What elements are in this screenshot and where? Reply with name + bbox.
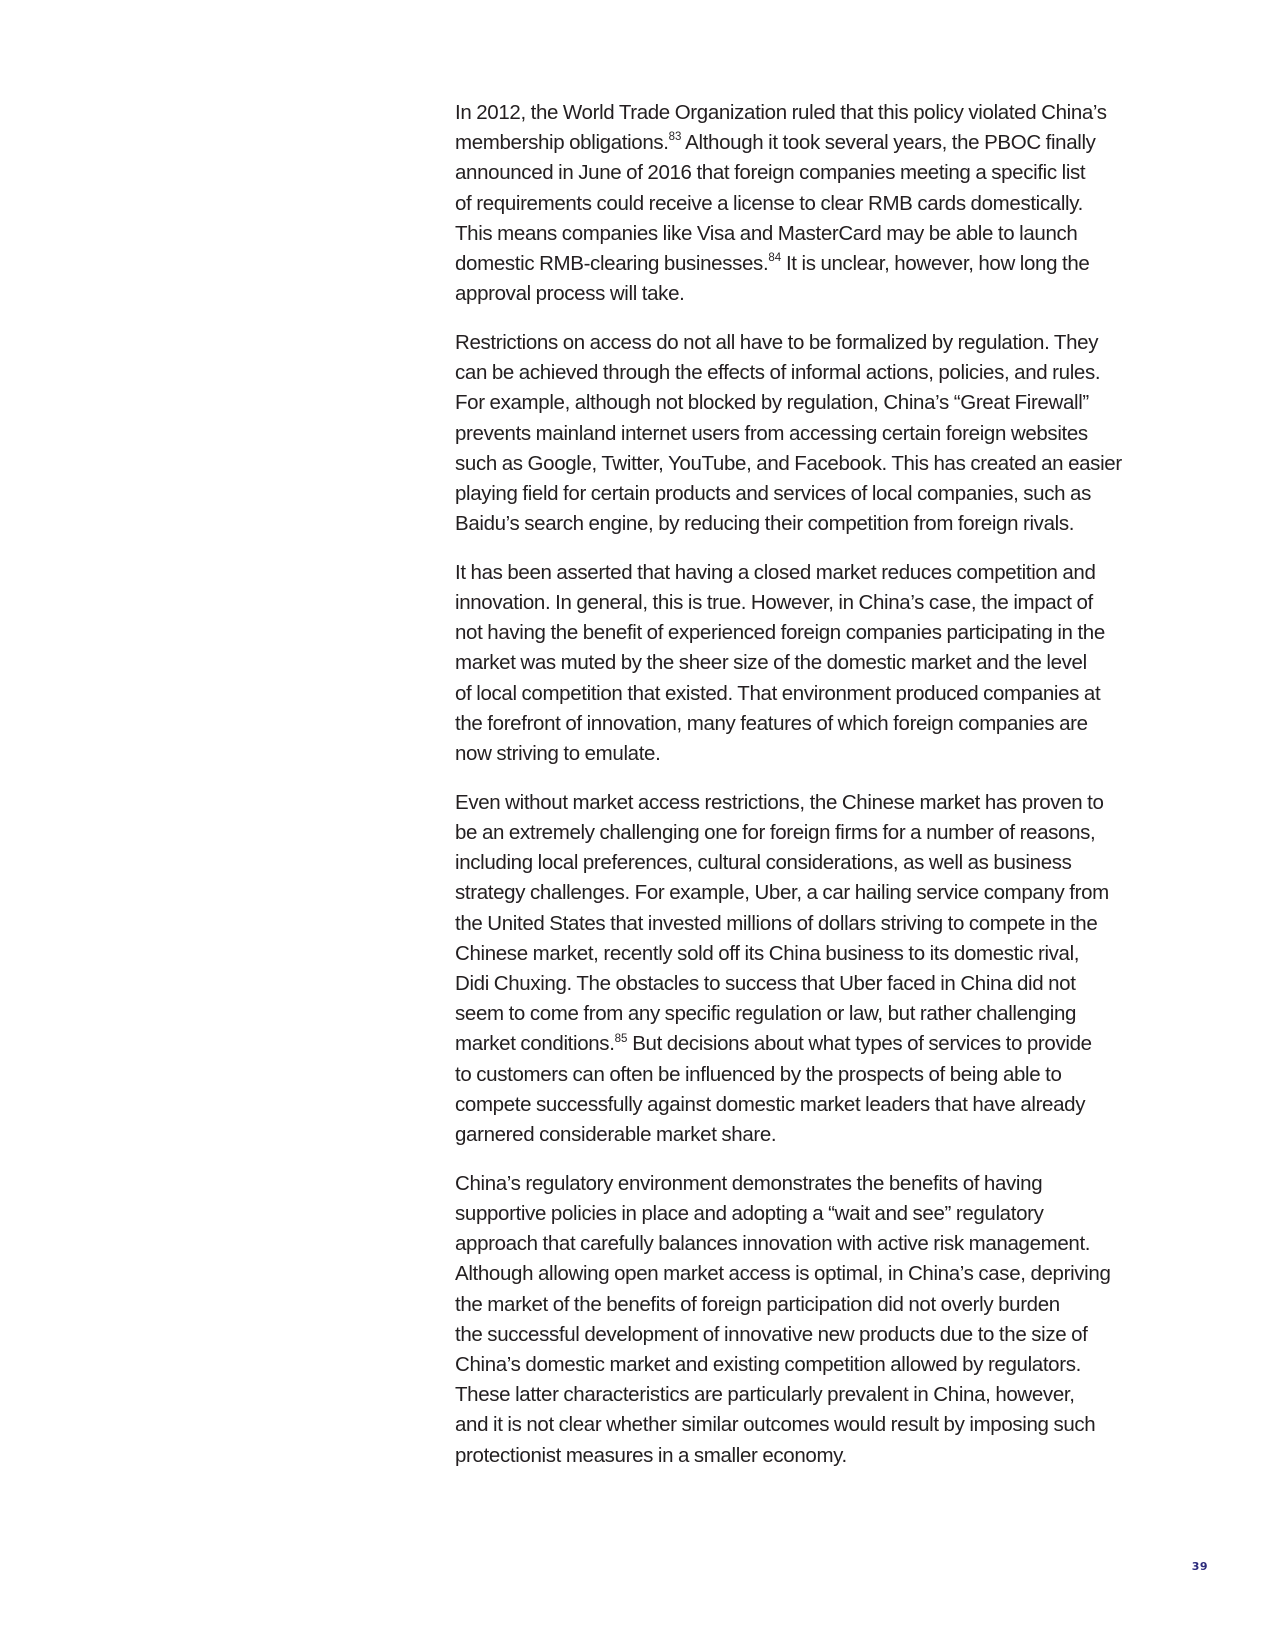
text-line bbox=[455, 818, 1145, 848]
text-run: seem to come from any specific regulation or law, but rather challenging bbox=[455, 1002, 1077, 1026]
text-line bbox=[455, 1120, 1145, 1150]
text-run: innovation. In general, this is true. However, in China’s case, the impact of bbox=[455, 591, 1093, 615]
text-line bbox=[455, 1060, 1145, 1090]
text-line bbox=[455, 1320, 1145, 1350]
text-line bbox=[455, 509, 1145, 539]
text-run: be an extremely challenging one for foreign firms for a number of reasons, bbox=[455, 820, 1096, 844]
text-run: of requirements could receive a license to clear RMB cards domestically. bbox=[455, 191, 1083, 215]
text-line bbox=[455, 1029, 1145, 1059]
footnote-reference: 85 bbox=[614, 1032, 628, 1045]
text-run: Although allowing open market access is optimal, in China’s case, depriving bbox=[455, 1262, 1111, 1286]
paragraph bbox=[455, 558, 1145, 769]
text-line bbox=[455, 219, 1145, 249]
text-run: garnered considerable market share. bbox=[455, 1123, 777, 1146]
text-run: the market of the benefits of foreign participation did not overly burden bbox=[455, 1292, 1060, 1316]
text-line bbox=[455, 358, 1145, 388]
text-run: strategy challenges. For example, Uber, a car hailing service company from bbox=[455, 881, 1109, 905]
text-run: compete successfully against domestic market leaders that have already bbox=[455, 1092, 1086, 1116]
text-line bbox=[455, 848, 1145, 878]
text-run: the United States that invested millions of dollars striving to compete in the bbox=[455, 911, 1098, 935]
text-run: approach that carefully balances innovation with active risk management. bbox=[455, 1232, 1091, 1256]
text-line bbox=[455, 328, 1145, 358]
text-line bbox=[455, 969, 1145, 999]
text-line bbox=[455, 189, 1145, 219]
text-line bbox=[455, 1169, 1145, 1199]
text-line bbox=[455, 279, 1145, 309]
text-line bbox=[455, 1380, 1145, 1410]
text-run: Even without market access restrictions, the Chinese market has proven to bbox=[455, 790, 1104, 814]
text-line bbox=[455, 679, 1145, 709]
text-line bbox=[455, 558, 1145, 588]
footnote-reference: 84 bbox=[768, 252, 782, 265]
text-line bbox=[455, 1290, 1145, 1320]
text-line bbox=[455, 648, 1145, 678]
paragraph bbox=[455, 98, 1145, 309]
text-run: This means companies like Visa and MasterCard may be able to launch bbox=[455, 221, 1078, 245]
text-line bbox=[455, 939, 1145, 969]
footnote-reference: 83 bbox=[668, 131, 682, 144]
text-run: For example, although not blocked by regulation, China’s “Great Firewall” bbox=[455, 391, 1089, 415]
text-run: such as Google, Twitter, YouTube, and Facebook. This has created an easier bbox=[455, 451, 1122, 475]
text-line bbox=[455, 618, 1145, 648]
text-line bbox=[455, 388, 1145, 418]
text-line bbox=[455, 588, 1145, 618]
text-run: Chinese market, recently sold off its China business to its domestic rival, bbox=[455, 941, 1080, 965]
text-line bbox=[455, 449, 1145, 479]
text-run: China’s regulatory environment demonstrates the benefits of having bbox=[455, 1171, 1043, 1195]
text-run: Although it took several years, the PBOC finally bbox=[681, 131, 1096, 155]
text-line bbox=[455, 128, 1145, 158]
text-line bbox=[455, 878, 1145, 908]
text-line bbox=[455, 739, 1145, 769]
text-run: the successful development of innovative new products due to the size of bbox=[455, 1322, 1088, 1346]
text-run: China’s domestic market and existing competition allowed by regulators. bbox=[455, 1352, 1081, 1376]
text-line bbox=[455, 1410, 1145, 1440]
text-run: not having the benefit of experienced foreign companies participating in the bbox=[455, 621, 1105, 645]
text-line bbox=[455, 98, 1145, 128]
text-line bbox=[455, 1350, 1145, 1380]
text-line bbox=[455, 709, 1145, 739]
text-run: Didi Chuxing. The obstacles to success that Uber faced in China did not bbox=[455, 971, 1076, 995]
text-line bbox=[455, 1199, 1145, 1229]
text-line bbox=[455, 419, 1145, 449]
text-run: announced in June of 2016 that foreign companies meeting a specific list bbox=[455, 161, 1086, 185]
paragraph bbox=[455, 788, 1145, 1150]
text-line bbox=[455, 788, 1145, 818]
text-run: market was muted by the sheer size of the domestic market and the level bbox=[455, 651, 1087, 675]
text-run: membership obligations. bbox=[455, 131, 669, 155]
text-run: prevents mainland internet users from accessing certain foreign websites bbox=[455, 421, 1088, 445]
text-line bbox=[455, 249, 1145, 279]
text-run: approval process will take. bbox=[455, 282, 685, 306]
text-run: market conditions. bbox=[455, 1032, 615, 1056]
text-line bbox=[455, 1229, 1145, 1259]
text-run: protectionist measures in a smaller economy. bbox=[455, 1443, 847, 1467]
text-run: can be achieved through the effects of informal actions, policies, and rules. bbox=[455, 361, 1101, 385]
text-line bbox=[455, 1259, 1145, 1289]
text-run: including local preferences, cultural considerations, as well as business bbox=[455, 851, 1072, 875]
text-run: It is unclear, however, how long the bbox=[781, 252, 1090, 276]
text-run: and it is not clear whether similar outcomes would result by imposing such bbox=[455, 1413, 1096, 1437]
text-run: Restrictions on access do not all have to be formalized by regulation. They bbox=[455, 330, 1099, 354]
text-run: of local competition that existed. That environment produced companies at bbox=[455, 681, 1101, 705]
text-run: But decisions about what types of services to provide bbox=[627, 1032, 1092, 1056]
text-line bbox=[455, 909, 1145, 939]
text-line bbox=[455, 479, 1145, 509]
text-run: the forefront of innovation, many features of which foreign companies are bbox=[455, 711, 1088, 735]
text-run: Baidu’s search engine, by reducing their competition from foreign rivals. bbox=[455, 512, 1075, 536]
text-run: These latter characteristics are particularly prevalent in China, however, bbox=[455, 1383, 1075, 1407]
text-line bbox=[455, 158, 1145, 188]
text-line bbox=[455, 1090, 1145, 1120]
text-line bbox=[455, 999, 1145, 1029]
text-run: playing field for certain products and services of local companies, such as bbox=[455, 481, 1091, 505]
text-run: In 2012, the World Trade Organization ruled that this policy violated China’s bbox=[455, 101, 1107, 124]
paragraph bbox=[455, 328, 1145, 539]
paragraph bbox=[455, 1169, 1145, 1471]
text-run: supportive policies in place and adopting a “wait and see” regulatory bbox=[455, 1201, 1044, 1225]
text-run: to customers can often be influenced by the prospects of being able to bbox=[455, 1062, 1062, 1086]
body-text-column bbox=[455, 98, 1145, 1489]
text-run: domestic RMB-clearing businesses. bbox=[455, 252, 769, 276]
text-run: It has been asserted that having a closed market reduces competition and bbox=[455, 560, 1096, 584]
page-number: 39 bbox=[1191, 1560, 1208, 1573]
text-run: now striving to emulate. bbox=[455, 742, 661, 766]
text-line bbox=[455, 1441, 1145, 1471]
